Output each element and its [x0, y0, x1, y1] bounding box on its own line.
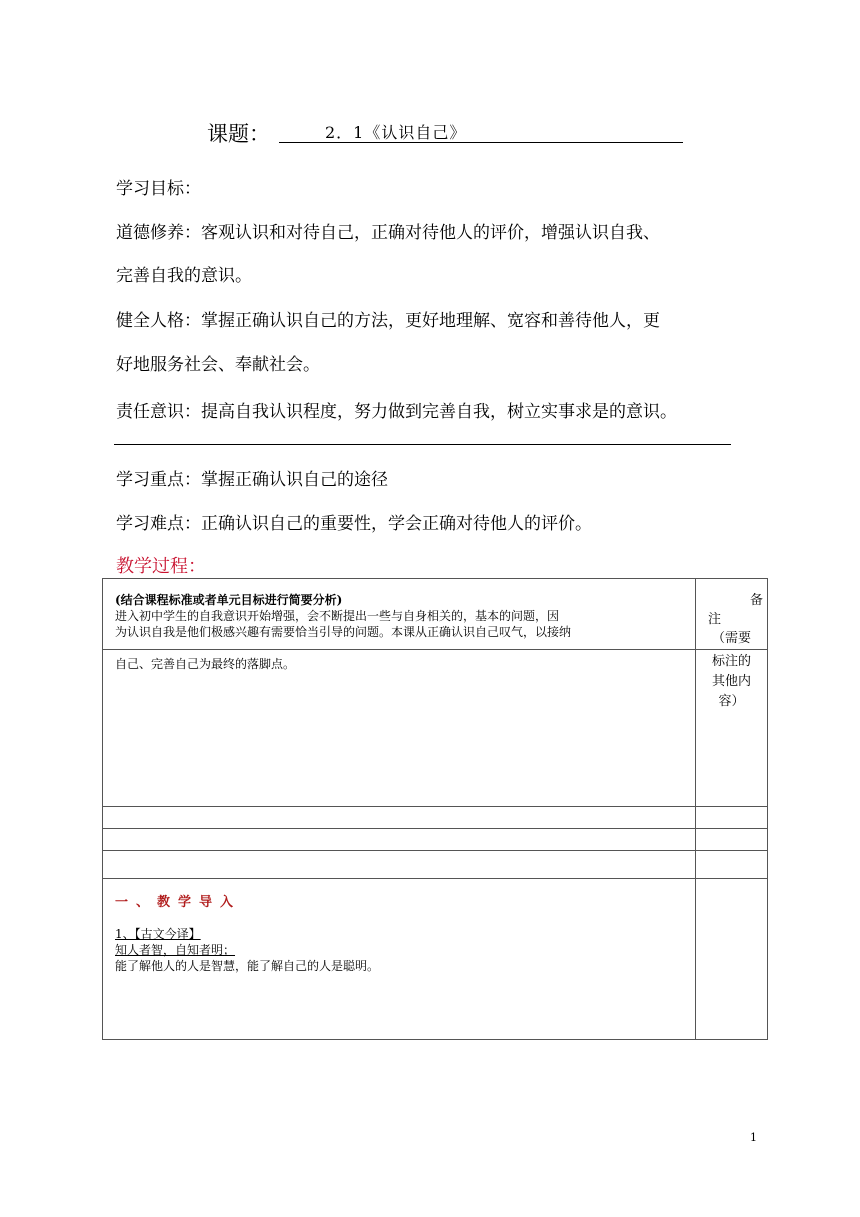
analysis-line3: 自己、完善自己为最终的落脚点。	[115, 657, 296, 671]
note-line1: 备	[749, 593, 763, 608]
analysis-heading: (结合课程标准或者单元目标进行简要分析)	[115, 593, 343, 607]
process-heading: 教学过程：	[116, 556, 206, 577]
note-line6: 容）	[718, 694, 745, 709]
analysis-cell	[103, 579, 696, 650]
responsibility-objective: 责任意识：提高自我认识程度，努力做到完善自我，树立实事求是的意识。	[116, 402, 677, 422]
difficulty-point: 学习难点：正确认识自己的重要性，学会正确对待他人的评价。	[116, 514, 592, 534]
translation: 能了解他人的人是智慧，能了解自己的人是聪明。	[115, 959, 380, 973]
analysis-continued-cell	[103, 650, 696, 807]
title-label: 课题：	[207, 122, 270, 146]
intro-note-cell	[696, 879, 768, 1040]
note-line3: （需要	[711, 631, 751, 646]
page-number: 1	[750, 1131, 757, 1144]
note-cell-bottom	[696, 650, 768, 807]
note-line2: 注	[708, 612, 722, 627]
empty-row-cell	[103, 807, 696, 829]
moral-objective-line2: 完善自我的意识。	[116, 266, 252, 286]
lesson-title: 2．1《认识自己》	[325, 123, 467, 142]
lesson-table	[102, 578, 768, 1040]
personality-objective-line2: 好地服务社会、奉献社会。	[116, 355, 320, 375]
note-line5: 其他内	[711, 674, 751, 689]
analysis-line2: 为认识自我是他们极感兴趣有需要恰当引导的问题。本课从正确认识自己叹气，以接纳	[115, 625, 572, 639]
note-line4: 标注的	[711, 654, 751, 669]
personality-objective-line1: 健全人格：掌握正确认识自己的方法，更好地理解、宽容和善待他人，更	[116, 311, 660, 331]
section-heading: 一、教学导入	[115, 895, 242, 910]
quote: 知人者智，自知者明；	[115, 943, 236, 957]
intro-cell	[103, 879, 696, 1040]
analysis-line1: 进入初中学生的自我意识开始增强，会不断提出一些与自身相关的，基本的问题，因	[115, 609, 560, 623]
item-title: 1、【古文今译】	[115, 927, 201, 941]
empty-row-note	[696, 851, 768, 879]
moral-objective-line1: 道德修养：客观认识和对待自己，正确对待他人的评价，增强认识自我、	[116, 223, 660, 243]
empty-row-cell	[103, 851, 696, 879]
divider	[114, 444, 731, 445]
key-point: 学习重点：掌握正确认识自己的途径	[116, 470, 388, 490]
objectives-heading: 学习目标：	[116, 179, 201, 199]
note-cell-top	[696, 579, 768, 650]
empty-row-cell	[103, 829, 696, 851]
empty-row-note	[696, 829, 768, 851]
empty-row-note	[696, 807, 768, 829]
